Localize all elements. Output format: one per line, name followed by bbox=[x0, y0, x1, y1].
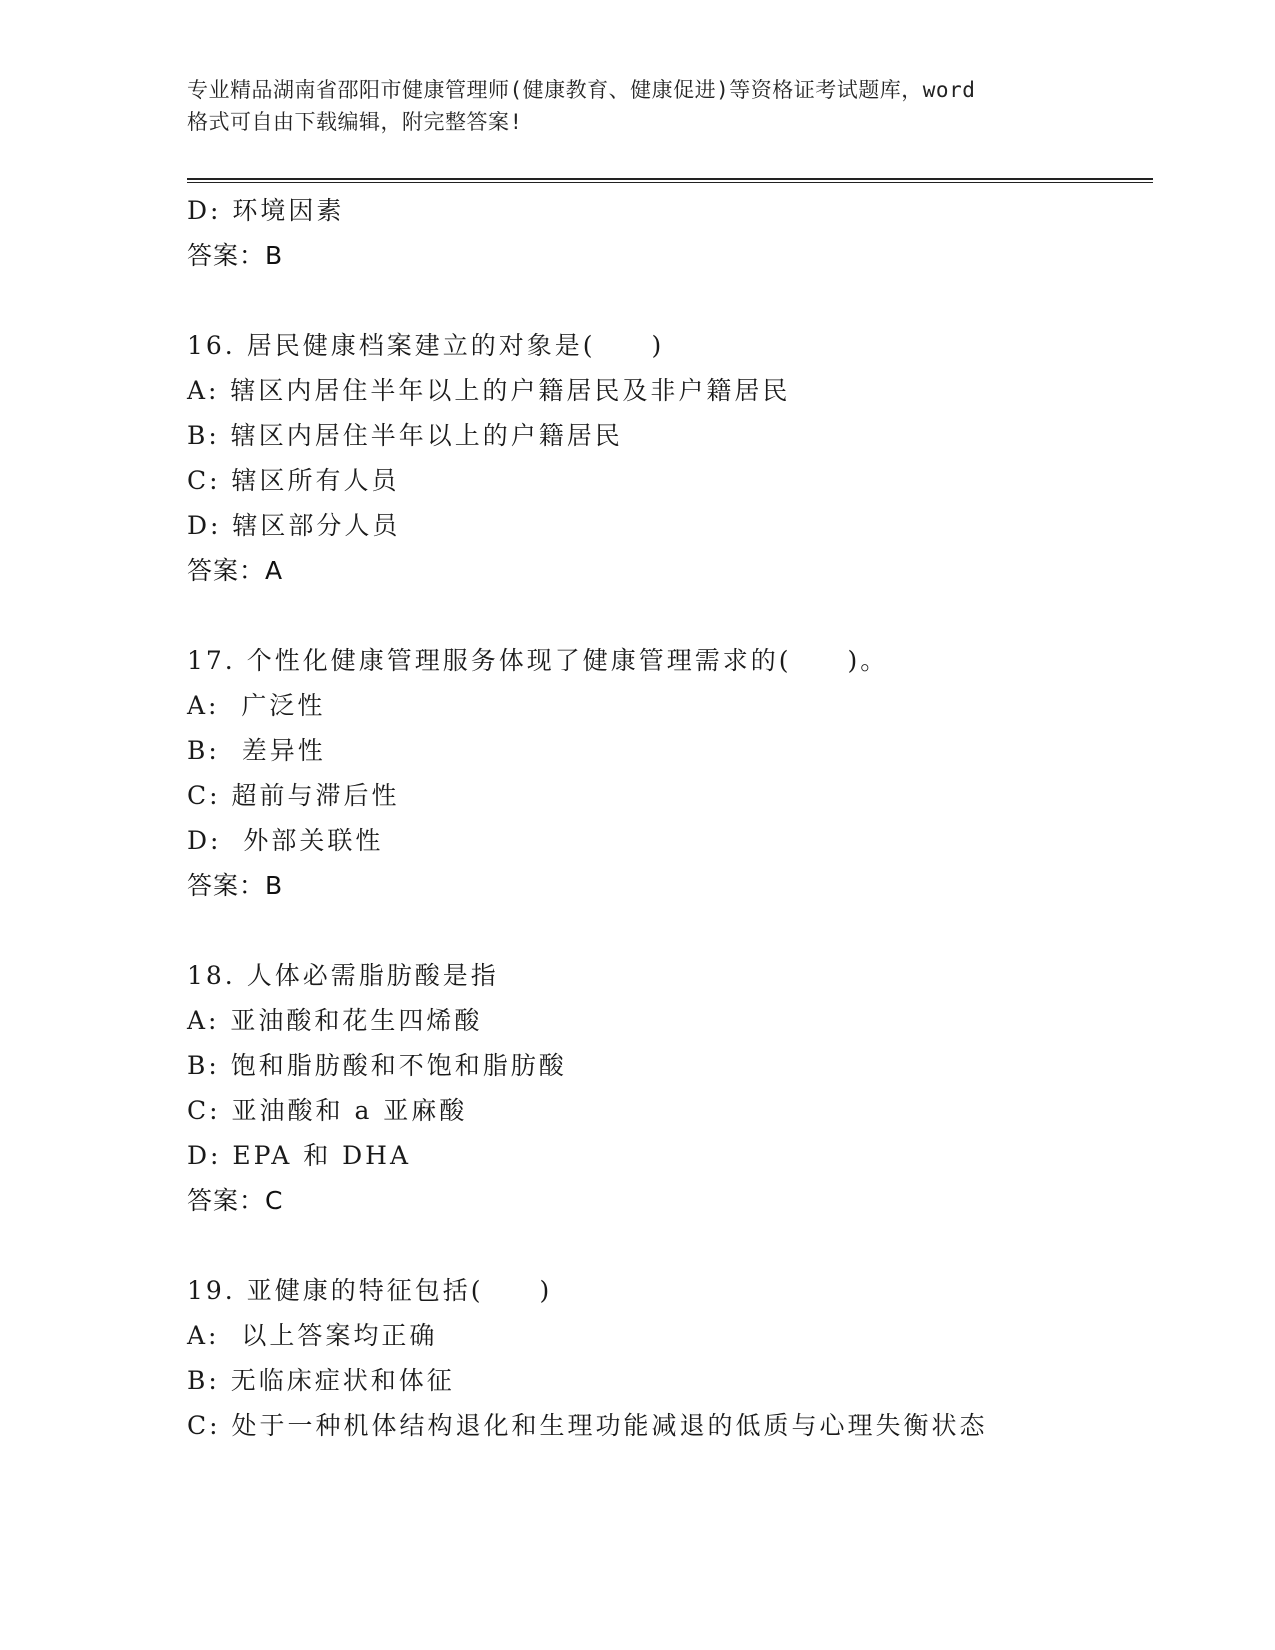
option-d: D: EPA 和 DHA bbox=[187, 1141, 412, 1170]
option-d: D: 外部关联性 bbox=[187, 826, 384, 855]
document-header bbox=[187, 74, 1087, 138]
question-stem: 18. 人体必需脂肪酸是指 bbox=[187, 961, 499, 990]
option-c: C: 处于一种机体结构退化和生理功能减退的低质与心理失衡状态 bbox=[187, 1411, 988, 1440]
option-a: A: 广泛性 bbox=[187, 691, 326, 720]
header-divider-thick bbox=[187, 178, 1153, 180]
spacer bbox=[187, 908, 1153, 953]
option-c: C: 亚油酸和 a 亚麻酸 bbox=[187, 1096, 468, 1125]
header-divider-thin bbox=[187, 182, 1153, 183]
header-line-2: 格式可自由下载编辑，附完整答案! bbox=[187, 110, 523, 134]
spacer bbox=[187, 1223, 1153, 1268]
option-a: A: 以上答案均正确 bbox=[187, 1321, 438, 1350]
option-d: D: 环境因素 bbox=[187, 196, 345, 225]
option-b: B: 辖区内居住半年以上的户籍居民 bbox=[187, 421, 623, 450]
answer: 答案：C bbox=[187, 1186, 284, 1215]
question-16 bbox=[187, 323, 1153, 593]
answer: 答案：B bbox=[187, 871, 284, 900]
option-a: A: 亚油酸和花生四烯酸 bbox=[187, 1006, 483, 1035]
question-17 bbox=[187, 638, 1153, 908]
question-stem: 19. 亚健康的特征包括( ) bbox=[187, 1276, 553, 1305]
option-c: C: 超前与滞后性 bbox=[187, 781, 400, 810]
option-b: B: 无临床症状和体征 bbox=[187, 1366, 455, 1395]
spacer bbox=[187, 278, 1153, 323]
question-stem: 16. 居民健康档案建立的对象是( ) bbox=[187, 331, 665, 360]
question-15-continuation bbox=[187, 188, 1153, 278]
option-d: D: 辖区部分人员 bbox=[187, 511, 401, 540]
header-line-1: 专业精品湖南省邵阳市健康管理师(健康教育、健康促进)等资格证考试题库，word bbox=[187, 78, 976, 102]
option-b: B: 差异性 bbox=[187, 736, 326, 765]
answer: 答案：A bbox=[187, 556, 284, 585]
spacer bbox=[187, 593, 1153, 638]
option-a: A: 辖区内居住半年以上的户籍居民及非户籍居民 bbox=[187, 376, 791, 405]
question-19 bbox=[187, 1268, 1153, 1448]
question-content bbox=[187, 188, 1153, 1448]
option-b: B: 饱和脂肪酸和不饱和脂肪酸 bbox=[187, 1051, 567, 1080]
answer: 答案：B bbox=[187, 241, 284, 270]
question-stem: 17. 个性化健康管理服务体现了健康管理需求的( )。 bbox=[187, 646, 889, 675]
option-c: C: 辖区所有人员 bbox=[187, 466, 400, 495]
question-18 bbox=[187, 953, 1153, 1223]
